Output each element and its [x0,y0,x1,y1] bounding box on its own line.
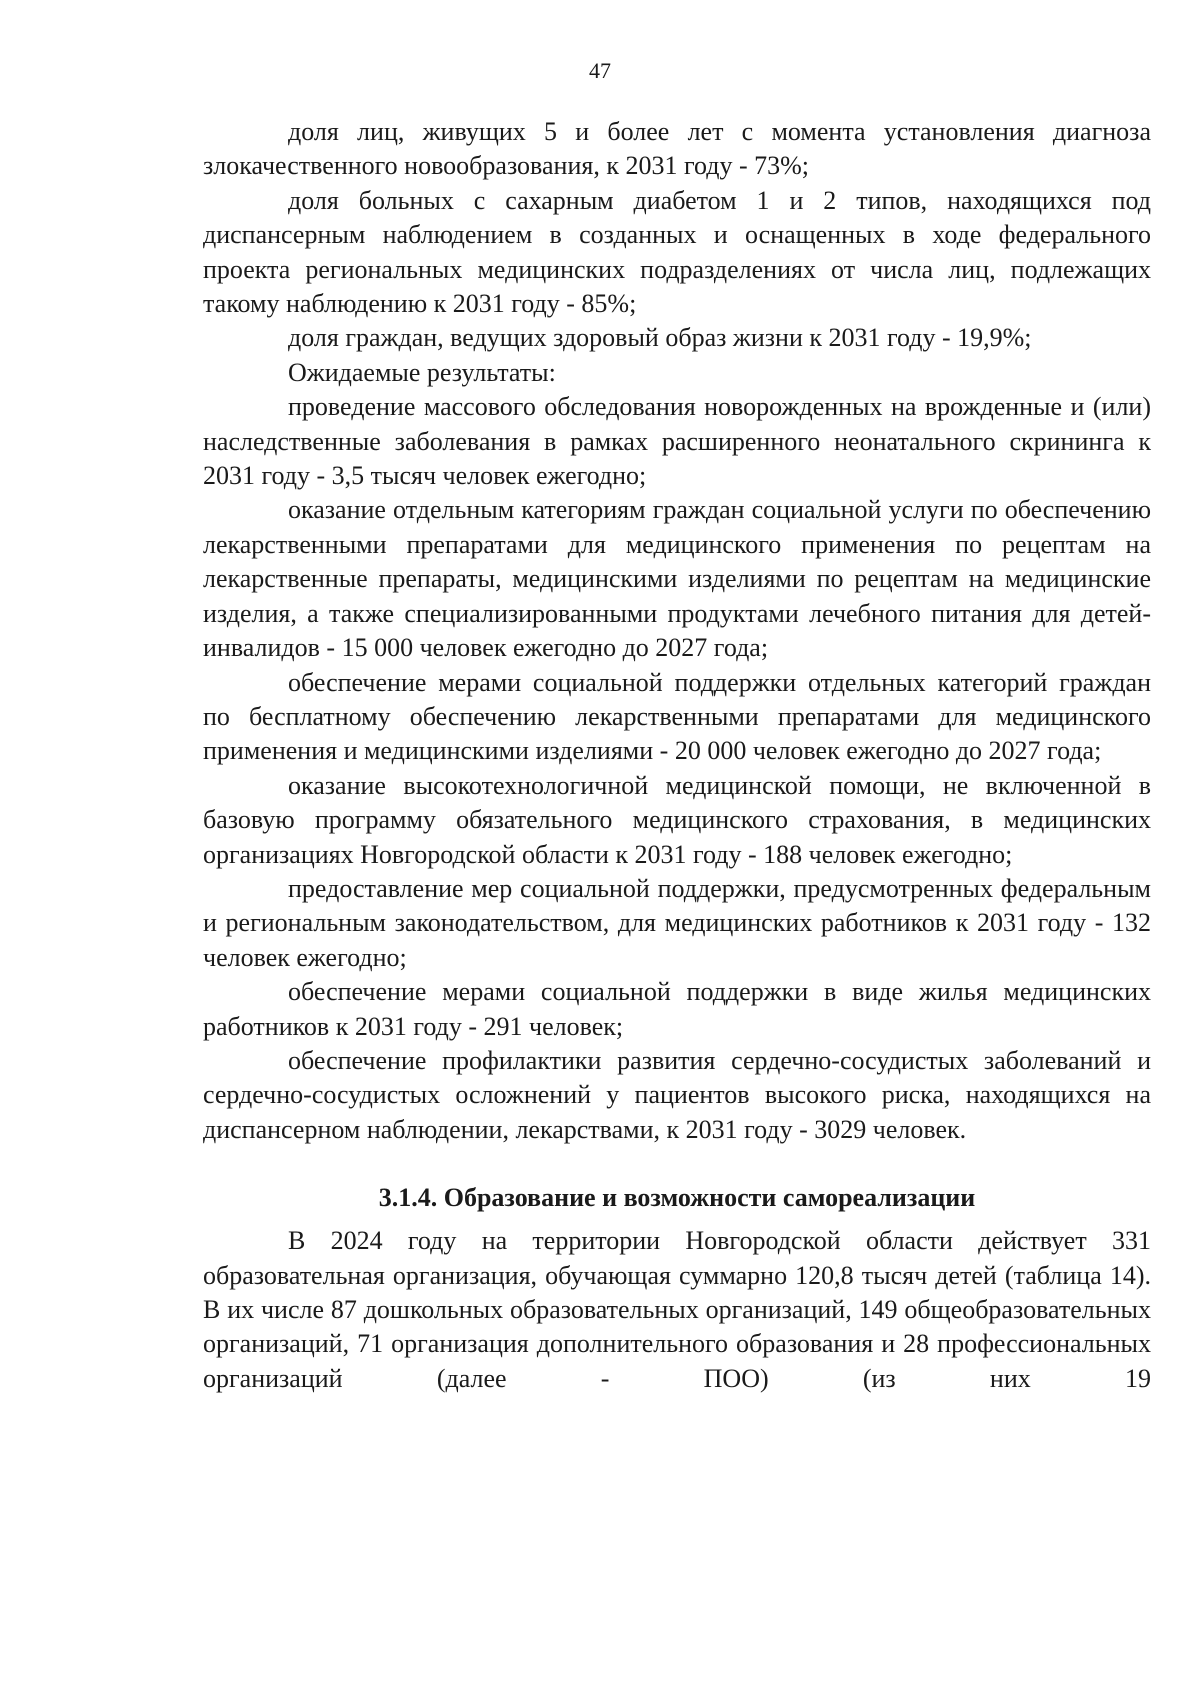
paragraph-medication-social-service: оказание отдельным категориям граждан социальной услуги по обеспечению лекарственными препаратами для медицинского применения по рецептам на лекарственные препараты, медицинскими изделиями по рецептам на медицинские изделия, а также специализированными продуктами лечебного питания для детей-инвалидов - 15 000 человек ежегодно до 2027 года; [203,495,1151,663]
paragraph-diabetes-monitoring: доля больных с сахарным диабетом 1 и 2 типов, находящихся под диспансерным наблюдением в созданных и оснащенных в ходе федерального проекта региональных медицинских подразделениях от числа лиц, подлежащих такому наблюдению к 2031 году - 85%; [203,185,1151,319]
section-heading: 3.1.4. Образование и возможности самореализации [378,1183,976,1213]
paragraph-cardio-prevention: обеспечение профилактики развития сердечно-сосудистых заболеваний и сердечно-сосудистых осложнений у пациентов высокого риска, находящихся на диспансерном наблюдении, лекарствами, к 2031 году - 3029 человек. [203,1045,1151,1144]
paragraph-newborn-screening: проведение массового обследования новорожденных на врожденные и (или) наследственные заболевания в рамках расширенного неонатального скрининга к 2031 году - 3,5 тысяч человек ежегодно; [203,392,1151,491]
paragraph-education-overview: В 2024 году на территории Новгородской области действует 331 образовательная организация, обучающая суммарно 120,8 тысяч детей (таблица 14). В их числе 87 дошкольных образовательных организаций, 149 общеобразовательных организаций, 71 организация дополнительного образования и 28 профессиональных организаций (далее - ПОО) (из них 19 [203,1226,1151,1393]
paragraph-healthy-lifestyle: доля граждан, ведущих здоровый образ жизни к 2031 году - 19,9%; [288,323,1032,353]
paragraph-expected-results-label: Ожидаемые результаты: [288,357,556,387]
page-number: 47 [589,58,611,83]
paragraph-medical-worker-housing: обеспечение мерами социальной поддержки в виде жилья медицинских работников к 2031 году - 291 человек; [203,977,1151,1041]
paragraph-medical-worker-support: предоставление мер социальной поддержки, предусмотренных федеральным и региональным законодательством, для медицинских работников к 2031 году - 132 человек ежегодно; [203,873,1151,972]
page-body [203,115,1151,1396]
paragraph-free-medication-support: обеспечение мерами социальной поддержки отдельных категорий граждан по бесплатному обеспечению лекарственными препаратами для медицинского применения и медицинскими изделиями - 20 000 человек ежегодно до 2027 года; [203,667,1151,766]
paragraph-survival-rate: доля лиц, живущих 5 и более лет с момента установления диагноза злокачественного новообразования, к 2031 году - 73%; [203,117,1151,181]
paragraph-high-tech-care: оказание высокотехнологичной медицинской помощи, не включенной в базовую программу обязательного медицинского страхования, в медицинских организациях Новгородской области к 2031 году - 188 человек ежегодно; [203,770,1151,869]
